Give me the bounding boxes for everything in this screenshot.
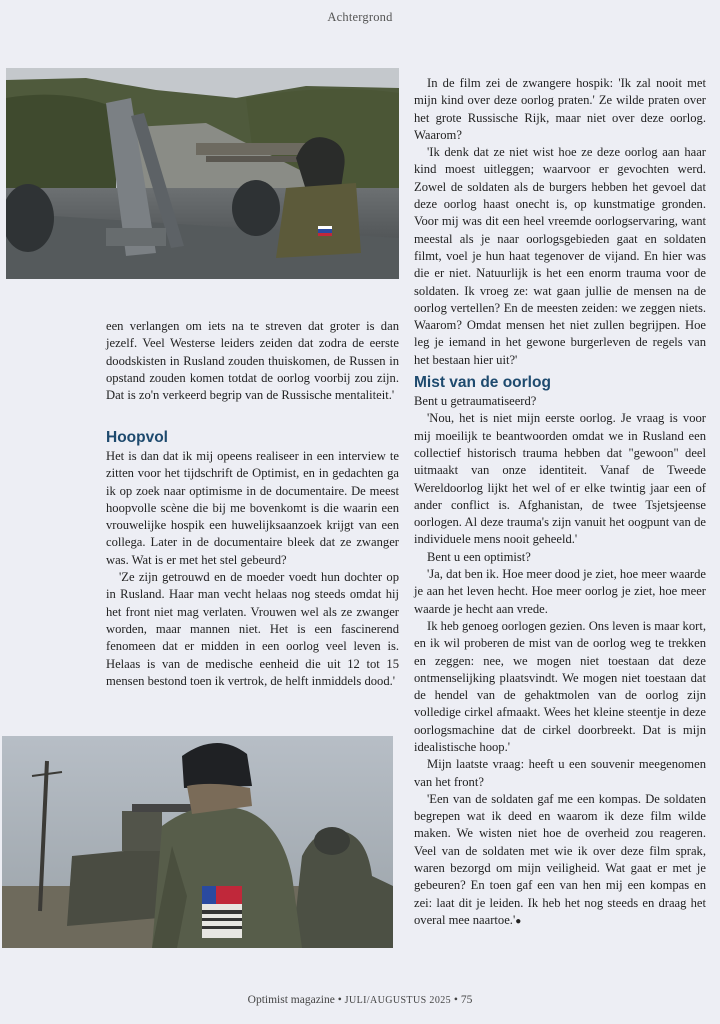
paragraph	[414, 791, 706, 930]
page-number: 75	[460, 994, 473, 1006]
end-mark-icon: ●	[515, 915, 522, 927]
paragraph: In de film zei de zwangere hospik: 'Ik zal nooit met mijn kind over deze oorlog praten.' Ze wilde praten over het grote Russische Rijk, maar niet over deze oorlog. Waarom?	[414, 76, 706, 142]
issue-label: JULI/AUGUSTUS 2025	[344, 995, 452, 1006]
soldiers-photo	[2, 736, 393, 948]
paragraph: Het is dan dat ik mij opeens realiseer in een interview te zitten voor het tijdschrift de Optimist, en in gedachten ga ik op zoek naar optimisme in de documentaire. De meest hoopvolle scène die bij me bovenkomt is die waarin een vrouwelijke hospik een huwelijksaanzoek krijgt van een collega. Later in de documentaire bleek dat ze zwanger was. Wat is er met het stel gebeurd?	[106, 449, 399, 567]
left-column-middle	[106, 428, 399, 690]
section-label: Achtergrond	[327, 10, 393, 24]
paragraph: 'Ze zijn getrouwd en de moeder voedt hun dochter op in Rusland. Haar man vecht helaas nog steeds omdat hij het front niet mag verlaten. Vrouwen wel als ze zwanger worden, maar mannen niet. Het is een fascinerend fenomeen dat er midden in een oorlog veel leven is. Helaas is van de medische eenheid die uit 12 tot 15 mensen bestond toen ik vertrok, de helft inmiddels dood.'	[106, 570, 399, 688]
paragraph: een verlangen om iets na te streven dat groter is dan jezelf. Veel Westerse leiders zeiden dat zodra de eerste doodskisten in Rusland zouden thuiskomen, de Russen in opstand zouden komen totdat de oorlog voorbij zou zijn. Dat is zo'n verkeerd begrip van de Russische mentaliteit.'	[106, 319, 399, 403]
paragraph: Ik heb genoeg oorlogen gezien. Ons leven is maar kort, en ik wil proberen de mist van de oorlog weg te trekken en zeggen: nee, we mogen niet toestaan dat deze ontmenselijking plaatsvindt. We mogen niet toestaan dat de hendel van de gehaktmolen van de oorlog zijn volledige cirkel afmaakt. Wees het kleine steentje in deze oorlogsmachine dat de cirkel doorbreekt. Dat is mijn idealistische hoop.'	[414, 618, 706, 754]
magazine-name: Optimist magazine	[247, 994, 335, 1006]
separator: •	[451, 994, 461, 1006]
paragraph: 'Ik denk dat ze niet wist hoe ze deze oorlog aan haar kind moest uitleggen; waarvoor er gevochten werd. Zowel de soldaten als de burgers hebben het gevoel dat deze oorlog haast onecht is, op kunstmatige gronden. Voor mij was dit een heel vreemde oorlogservaring, want meestal als je naar oorlogsgebieden gaat en soldaten filmt, voel je hun haat tegenover de vijand. En hier was die er niet. Natuurlijk is het een enorm trauma voor de soldaten. Ik vroeg ze: wat gaan jullie de mensen na de oorlog vertellen? En de meesten zeiden: we zeggen niets. Waarom? Omdat mensen het niet zullen begrijpen. Hoe leg je iemand in het gewone burgerleven de regels van het bestaan hier uit?'	[414, 145, 706, 367]
paragraph: 'Nou, het is niet mijn eerste oorlog. Je vraag is voor mij moeilijk te beantwoorden omdat we in Rusland een collectief historisch trauma hebben dat "gewoon" deel uitmaakt van onze identiteit. Vanaf de Tweede Wereldoorlog lijkt het wel of er elke twintig jaar een of ander conflict is. Afghanistan, de twee Tsjetsjeense oorlogen. Al deze trauma's zijn vanuit het oogpunt van de individuele mens nooit geheeld.'	[414, 411, 706, 547]
paragraph: 'Ja, dat ben ik. Hoe meer dood je ziet, hoe meer waarde je aan het leven hecht. Hoe meer oorlog je ziet, hoe meer waarde je hecht aan vrede.	[414, 567, 706, 616]
tank-turret-photo	[6, 68, 399, 279]
subheading-hoopvol: Hoopvol	[106, 429, 168, 446]
page-footer	[0, 994, 720, 1006]
separator: •	[334, 994, 345, 1006]
question: Bent u getraumatiseerd?	[414, 394, 537, 409]
paragraph-text: 'Een van de soldaten gaf me een kompas. De soldaten begrepen wat ik deed en waarom ik deze film wilde maken. We wisten niet hoe de overheid zou reageren. Veel van de soldaten met wie ik over deze film sprak, waren bezorgd om mijn veiligheid. Wat gaat er met je gebeuren? En toen gaf een van hen mij een kompas en zei: laat dit je leiden. Ik heb het nog steeds en draag het overal mee naartoe.'	[414, 791, 706, 927]
question: Bent u een optimist?	[427, 549, 531, 564]
question: Mijn laatste vraag: heeft u een souvenir meegenomen van het front?	[414, 757, 706, 789]
left-column-top	[106, 318, 399, 404]
right-column	[414, 75, 706, 930]
subheading-mist-van-de-oorlog: Mist van de oorlog	[414, 374, 551, 392]
